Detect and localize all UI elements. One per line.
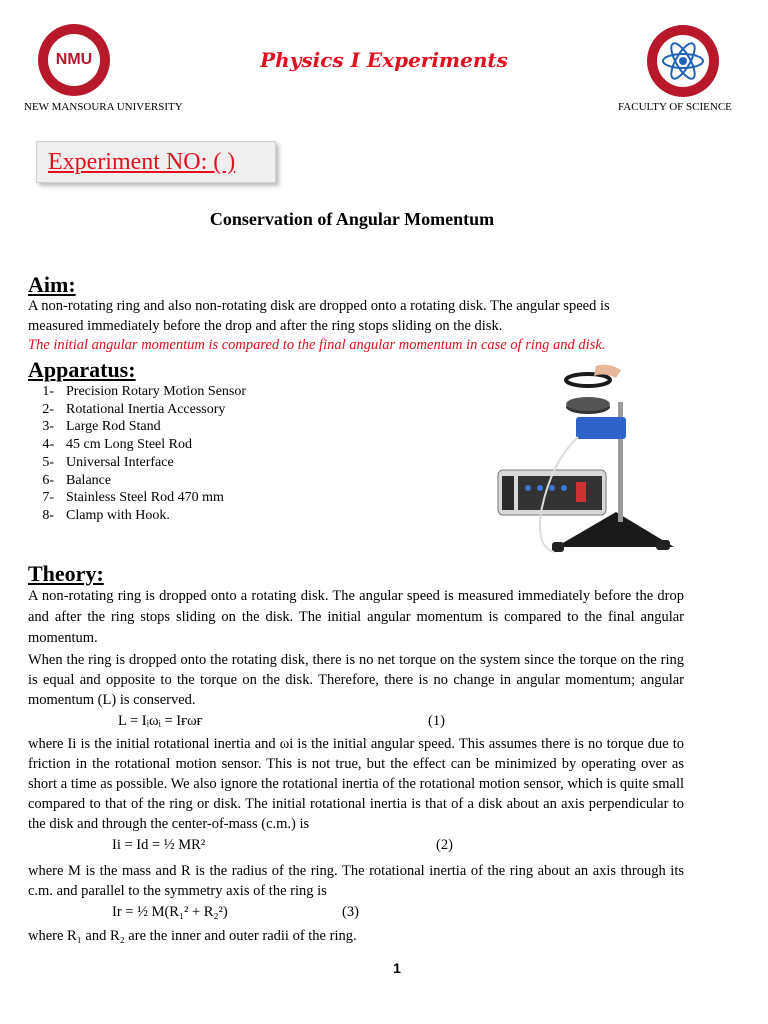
apparatus-item: 3- Large Rod Stand — [42, 419, 161, 435]
apparatus-item: 5- Universal Interface — [42, 454, 174, 470]
equation-1: L = Iᵢωᵢ = Iғωғ — [118, 713, 203, 729]
equation-3: Ir = ½ M(R₁² + R₂²) — [112, 904, 228, 920]
equation-2: Ii = Id = ½ MR² — [112, 837, 206, 853]
page-number: 1 — [393, 960, 401, 976]
apparatus-item: 2- Rotational Inertia Accessory — [42, 401, 226, 417]
aim-line-2: measured immediately before the drop and after the ring stops sliding on the disk. — [28, 317, 503, 334]
theory-paragraph-2: When the ring is dropped onto the rotating disk, there is no net torque on the system since the torque on the ring is equal and opposite to the torque on the disk. Therefore, there is no change in angular momentum; angular momentum (L) is conserved. — [28, 652, 684, 708]
apparatus-photo — [496, 362, 686, 562]
theory-paragraph-3: where Ii is the initial rotational inertia and ωi is the initial angular speed. This assumes there is no torque due to friction in the rotational motion sensor. This is not true, but the effect can be minimized by operating over as short a time as possible. We also ignore the rotational inertia of the rotational motion sensor, which is quite small compared to that of the ring or disk. The initial rotational inertia is that of a disk about an axis perpendicular to the disk and through the center-of-mass (c.m.) is — [28, 736, 684, 832]
theory-paragraph-4: where M is the mass and R is the radius of the ring. The rotational inertia of the ring about an axis through its c.m. and parallel to the symmetry axis of the ring is — [28, 863, 684, 899]
experiment-number: Experiment NO: ( ) — [48, 149, 236, 175]
apparatus-list — [28, 383, 246, 525]
equation-2-number: (2) — [436, 837, 453, 853]
apparatus-item: 4- 45 cm Long Steel Rod — [42, 437, 192, 453]
atom-icon — [645, 23, 721, 99]
theory-paragraph-1: A non-rotating ring is dropped onto a rotating disk. The angular speed is measured immediately before the drop and after the ring stops sliding on the disk. The initial angular momentum is compared to the final angular momentum. — [28, 588, 684, 646]
aim-text — [28, 297, 684, 356]
university-name: NEW MANSOURA UNIVERSITY — [24, 101, 183, 113]
faculty-logo — [645, 23, 721, 99]
apparatus-heading: Apparatus: — [28, 357, 136, 382]
equation-3-number: (3) — [342, 904, 359, 920]
apparatus-item: 7- Stainless Steel Rod 470 mm — [42, 490, 224, 506]
aim-line-3: The initial angular momentum is compared to the final angular momentum in case of ring and disk. — [28, 337, 606, 353]
theory-heading: Theory: — [28, 561, 104, 586]
apparatus-item: 8- Clamp with Hook. — [42, 507, 170, 523]
document-title: Conservation of Angular Momentum — [209, 209, 495, 229]
theory-paragraph-5: where R₁ and R₂ are the inner and outer radii of the ring. — [28, 928, 357, 944]
apparatus-item: 1- Precision Rotary Motion Sensor — [42, 384, 247, 399]
aim-line-1: A non-rotating ring and also non-rotating disk are dropped onto a rotating disk. The angular speed is — [28, 298, 610, 314]
equation-1-number: (1) — [428, 713, 445, 729]
aim-heading: Aim: — [28, 272, 76, 297]
university-logo-text: NMU — [48, 34, 100, 86]
apparatus-item: 6- Balance — [42, 472, 112, 488]
page-header-title: Physics I Experiments — [260, 48, 508, 72]
faculty-name: FACULTY OF SCIENCE — [618, 101, 732, 113]
